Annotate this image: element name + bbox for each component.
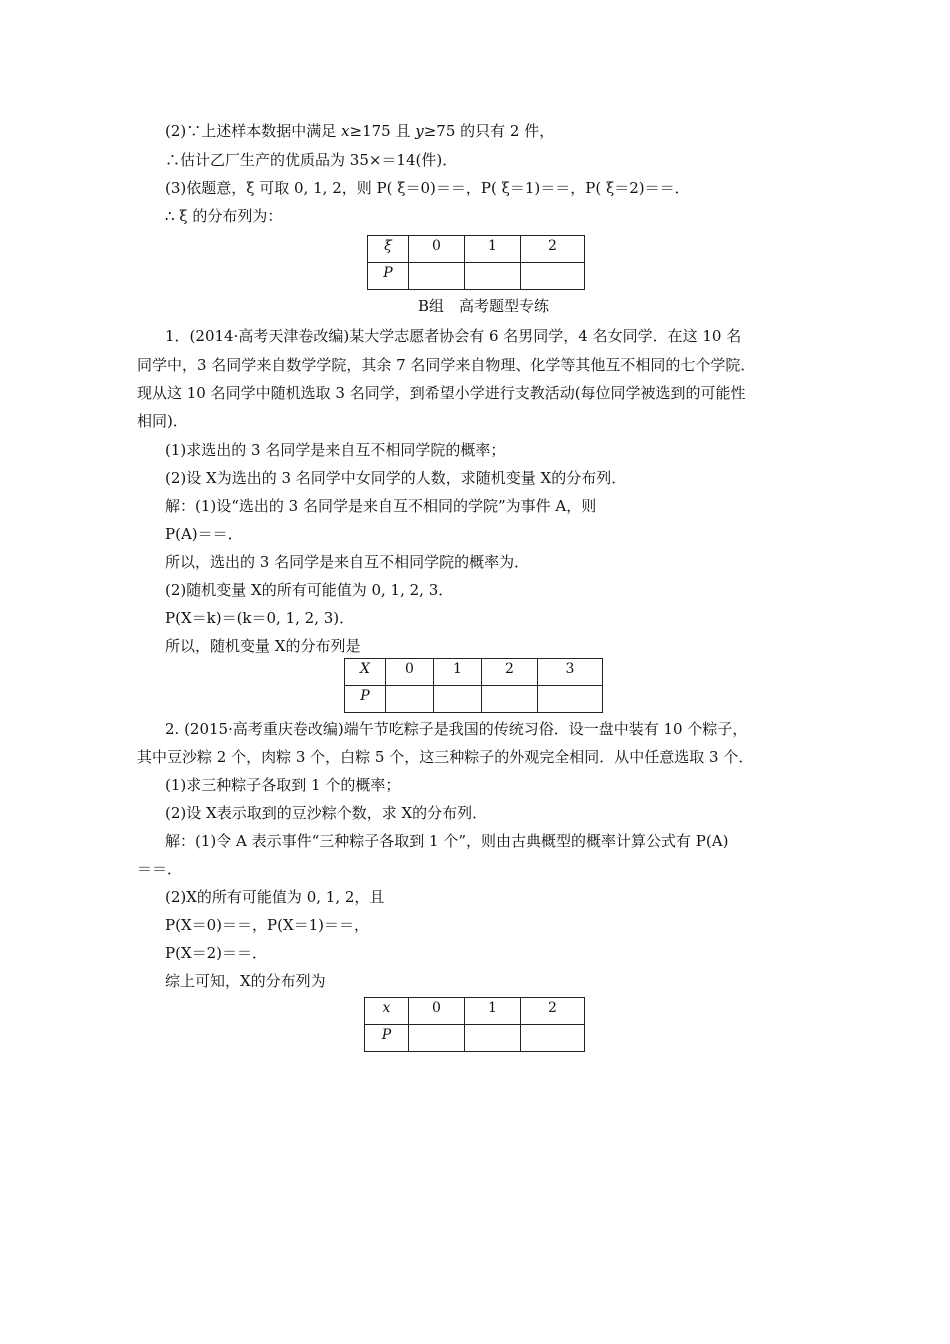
text-line: (3)依题意，ξ 可取 0, 1, 2，则 P( ξ＝0)＝＝，P( ξ＝1)＝＝，P( ξ＝2)＝＝． bbox=[165, 179, 690, 197]
table-header-cell: P bbox=[368, 263, 409, 290]
text-line: 所以，选出的 3 名同学是来自互不相同学院的概率为． bbox=[165, 553, 530, 571]
table-cell: 2 bbox=[521, 236, 585, 263]
text-line: 同学中，3 名同学来自数学学院，其余 7 名同学来自物理、化学等其他互不相同的七个学院． bbox=[137, 356, 756, 374]
distribution-table-X bbox=[344, 658, 603, 713]
text-line: P(X＝0)＝＝，P(X＝1)＝＝， bbox=[165, 916, 370, 934]
text-line: 现从这 10 名同学中随机选取 3 名同学，到希望小学进行支教活动(每位同学被选到的可能性 bbox=[137, 384, 746, 402]
text-line: (2)随机变量 X的所有可能值为 0, 1, 2, 3． bbox=[165, 581, 454, 599]
table-cell: 2 bbox=[482, 659, 538, 686]
table-cell bbox=[521, 1025, 585, 1052]
table-cell: 3 bbox=[538, 659, 603, 686]
text-line: P(X＝k)＝(k＝0, 1, 2, 3)． bbox=[165, 609, 355, 627]
table-row bbox=[365, 998, 585, 1025]
text-line: (2)X的所有可能值为 0, 1, 2，且 bbox=[165, 888, 385, 906]
text-line: ∴ ξ 的分布列为： bbox=[165, 207, 283, 225]
text-line: 2. (2015·高考重庆卷改编)端午节吃粽子是我国的传统习俗．设一盘中装有 10 个粽子， bbox=[165, 720, 748, 738]
table-cell bbox=[386, 686, 434, 713]
variable-y: y bbox=[415, 122, 424, 140]
text-span: (2)∵上述样本数据中满足 bbox=[165, 122, 342, 140]
text-line: (2)设 X为选出的 3 名同学中女同学的人数，求随机变量 X的分布列． bbox=[165, 469, 627, 487]
text-line: 综上可知，X的分布列为 bbox=[165, 972, 326, 990]
distribution-table-xi bbox=[367, 235, 585, 290]
section-title: B组 高考题型专练 bbox=[418, 297, 550, 315]
text-line: ＝＝． bbox=[137, 860, 183, 878]
text-line: (1)求三种粽子各取到 1 个的概率； bbox=[165, 776, 401, 794]
distribution-table-x bbox=[364, 997, 585, 1052]
table-cell bbox=[538, 686, 603, 713]
text-line: 相同)． bbox=[137, 412, 188, 430]
text-line: 1．(2014·高考天津卷改编)某大学志愿者协会有 6 名男同学，4 名女同学．在这 10 名 bbox=[165, 327, 742, 345]
table-row bbox=[368, 236, 585, 263]
text-line: 解：(1)设“选出的 3 名同学是来自互不相同的学院”为事件 A，则 bbox=[165, 497, 597, 515]
table-cell: 0 bbox=[386, 659, 434, 686]
text-line bbox=[165, 121, 554, 141]
table-header-cell: ξ bbox=[368, 236, 409, 263]
table-row bbox=[345, 659, 603, 686]
table-cell: 0 bbox=[409, 998, 465, 1025]
table-header-cell: X bbox=[345, 659, 386, 686]
table-cell bbox=[482, 686, 538, 713]
table-cell bbox=[409, 263, 465, 290]
table-cell: 0 bbox=[409, 236, 465, 263]
text-line: 所以，随机变量 X的分布列是 bbox=[165, 637, 361, 655]
table-cell bbox=[465, 263, 521, 290]
table-row bbox=[345, 686, 603, 713]
text-line: (2)设 X表示取到的豆沙粽个数，求 X的分布列． bbox=[165, 804, 488, 822]
table-cell: 1 bbox=[465, 998, 521, 1025]
text-line: P(X＝2)＝＝． bbox=[165, 944, 268, 962]
table-header-cell: P bbox=[365, 1025, 409, 1052]
table-cell bbox=[465, 1025, 521, 1052]
text-line: 解：(1)令 A 表示事件“三种粽子各取到 1 个”，则由古典概型的概率计算公式有 P(A) bbox=[165, 832, 729, 850]
text-line: 其中豆沙粽 2 个，肉粽 3 个，白粽 5 个，这三种粽子的外观完全相同．从中任意选取 3 个． bbox=[137, 748, 754, 766]
table-row bbox=[368, 263, 585, 290]
table-cell: 1 bbox=[434, 659, 482, 686]
table-header-cell: x bbox=[365, 998, 409, 1025]
table-cell: 1 bbox=[465, 236, 521, 263]
text-line: ∴估计乙厂生产的优质品为 35×＝14(件)． bbox=[165, 151, 458, 169]
table-cell bbox=[521, 263, 585, 290]
table-row bbox=[365, 1025, 585, 1052]
text-line: (1)求选出的 3 名同学是来自互不相同学院的概率； bbox=[165, 441, 506, 459]
table-cell bbox=[409, 1025, 465, 1052]
text-line: P(A)＝＝． bbox=[165, 525, 243, 543]
table-cell: 2 bbox=[521, 998, 585, 1025]
text-span: ≥175 且 bbox=[349, 122, 416, 140]
table-cell bbox=[434, 686, 482, 713]
table-header-cell: P bbox=[345, 686, 386, 713]
text-span: ≥75 的只有 2 件， bbox=[423, 122, 555, 140]
variable-x: x bbox=[341, 122, 350, 140]
